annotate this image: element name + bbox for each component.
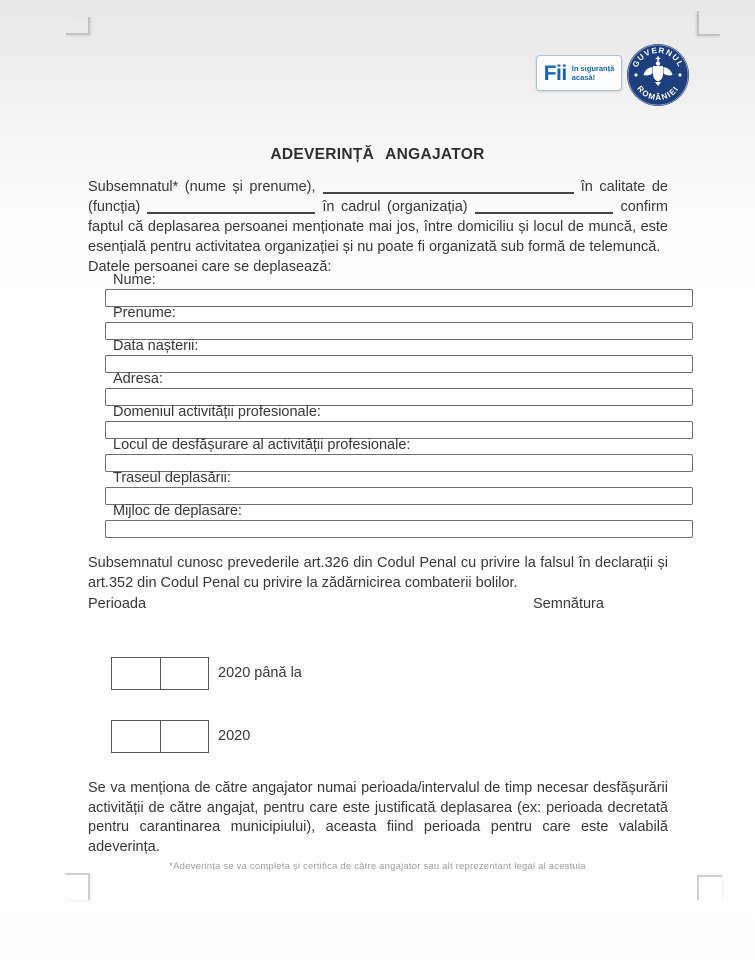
field-input-nume[interactable] (105, 289, 693, 307)
field-locul-desfasurare (105, 438, 693, 471)
field-domeniul-activitatii (105, 405, 693, 438)
field-label: Nume: (113, 272, 156, 288)
crop-corner-bottom-left-icon (65, 873, 90, 900)
field-adresa (105, 372, 693, 405)
field-label: Mijloc de deplasare: (113, 503, 242, 519)
person-data-fields (105, 273, 693, 537)
crop-corner-bottom-right-icon (697, 875, 722, 900)
period-start-suffix: 2020 până la (218, 665, 302, 681)
field-label: Prenume: (113, 305, 176, 321)
period-end-month-cell[interactable] (161, 721, 209, 752)
fii-badge-wordmark: Fii (543, 61, 567, 85)
guvernul-romaniei-seal (626, 43, 690, 107)
field-label: Domeniul activității profesionale: (113, 404, 321, 420)
period-start-date-box (111, 657, 209, 690)
blank-functie-line[interactable] (147, 211, 315, 214)
fii-badge-tagline: în siguranță acasă! (571, 63, 615, 82)
field-input-data-nasterii[interactable] (105, 355, 693, 373)
intro-line1-pre: Subsemnatul* (nume și prenume), (88, 179, 316, 195)
intro-paragraph (88, 177, 668, 277)
seal-graphic (626, 43, 690, 107)
field-data-nasterii (105, 339, 693, 372)
fii-acasa-badge (536, 55, 622, 91)
field-traseul-deplasarii (105, 471, 693, 504)
blank-name-line[interactable] (323, 191, 574, 194)
document-title: ADEVERINȚĂ ANGAJATOR (270, 146, 485, 163)
field-mijloc-deplasare (105, 504, 693, 537)
intro-line-1 (88, 177, 668, 197)
intro-line2-mid: în cadrul (organizația) (322, 199, 468, 215)
field-nume (105, 273, 693, 306)
blank-organizatie-line[interactable] (475, 211, 614, 214)
crop-corner-top-right-icon (697, 11, 720, 36)
semnatura-label: Semnătura (533, 596, 604, 612)
intro-line-2 (88, 197, 668, 217)
period-end-suffix: 2020 (218, 728, 251, 744)
field-label: Traseul deplasării: (113, 470, 231, 486)
period-start-month-cell[interactable] (161, 658, 209, 689)
legal-paragraph: Subsemnatul cunosc prevederile art.326 din Codul Penal cu privire la falsul în declarații și art.352 din Codul Penal cu privire la zădărnicirea combaterii bolilor. (88, 555, 668, 591)
crop-corner-top-left-icon (66, 17, 90, 35)
period-end-day-cell[interactable] (112, 721, 161, 752)
intro-line1-post: în calitate de (580, 179, 668, 195)
period-end-date-box (111, 720, 209, 753)
footnote: *Adeverința se va completa și certifica de către angajator sau alt reprezentant legal al acestuia (169, 861, 586, 872)
field-input-mijloc-deplasare[interactable] (105, 520, 693, 538)
field-label: Adresa: (113, 371, 163, 387)
period-start-day-cell[interactable] (112, 658, 161, 689)
field-label: Locul de desfășurare al activității profesionale: (113, 437, 411, 453)
intro-body: faptul că deplasarea persoanei menționate mai jos, între domiciliu și locul de muncă, este esențială pentru activitatea organizației și nu poate fi organizată sub formă de telemuncă. (88, 219, 668, 255)
person-data-section-label: Datele persoanei care se deplasează: (88, 259, 332, 275)
closing-paragraph: Se va menționa de către angajator numai perioada/intervalul de timp necesar desfășurării activității de către angajat, pentru care este justificată deplasarea (ex: perioada decretată pentru carantinarea municipiului), aceasta fiind perioada pentru care este valabilă adeverința. (88, 780, 668, 855)
field-prenume (105, 306, 693, 339)
intro-line2-pre: (funcția) (88, 199, 141, 215)
seal-bottom-text: ROMÂNIEI (635, 84, 681, 103)
perioada-label: Perioada (88, 596, 147, 612)
seal-top-text: GUVERNUL (630, 45, 686, 69)
intro-line2-post: confirm (620, 199, 668, 215)
field-label: Data nașterii: (113, 338, 199, 354)
